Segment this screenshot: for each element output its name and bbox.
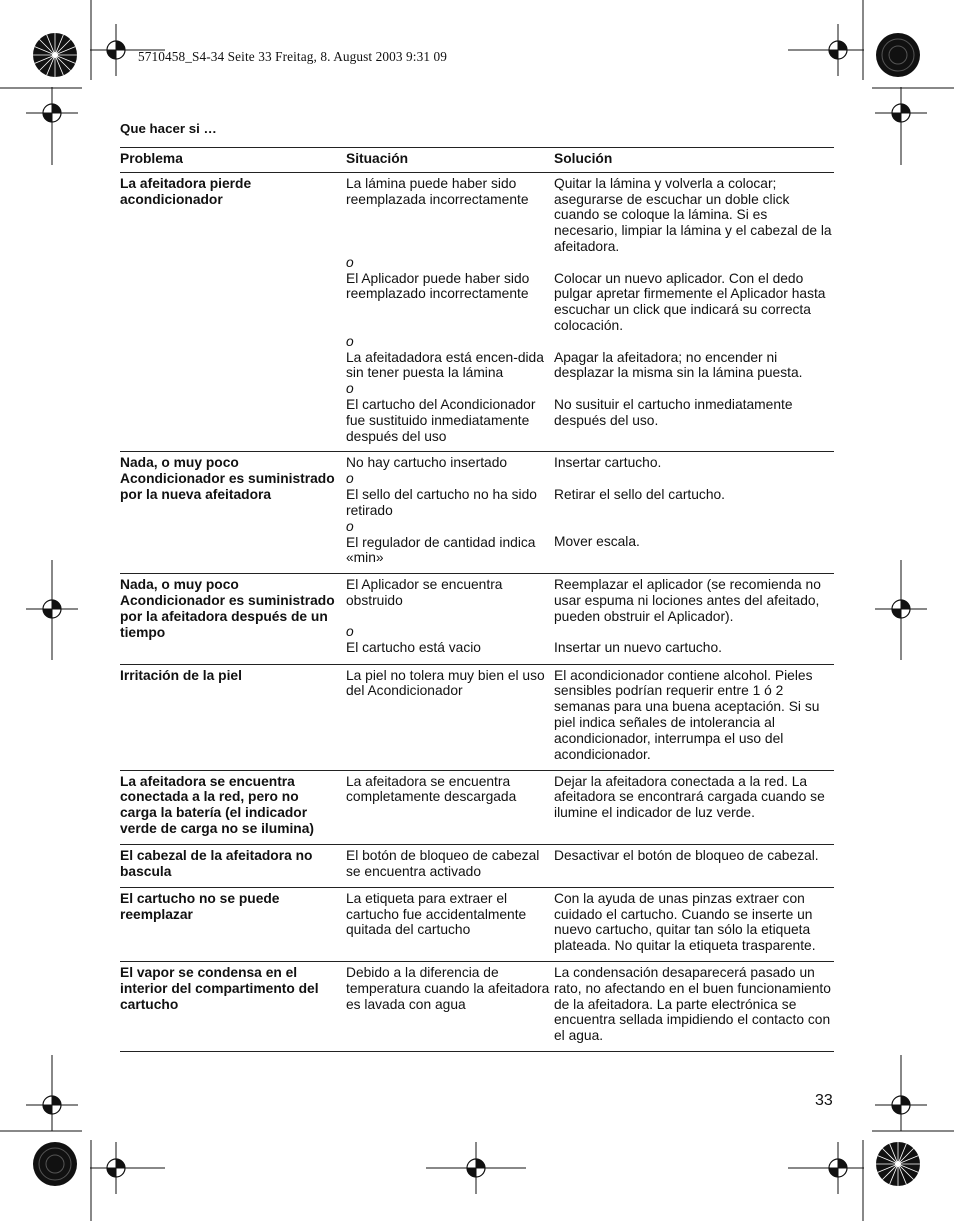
situation-cell	[346, 664, 554, 770]
table-body	[120, 172, 834, 1051]
situation-cell	[346, 961, 554, 1051]
header-situation: Situación	[346, 148, 554, 173]
solution-cell	[554, 664, 834, 770]
table-row	[120, 961, 834, 1051]
solution-text: Retirar el sello del cartucho.	[554, 487, 726, 503]
situation-text: El Aplicador se encuentra obstruido	[346, 577, 503, 608]
problem-cell: La afeitadora pierde acondicionador	[120, 172, 346, 452]
table-row	[120, 452, 834, 574]
header-problem: Problema	[120, 148, 346, 173]
solution-text: Mover escala.	[554, 534, 640, 550]
print-header-line: 5710458_S4-34 Seite 33 Freitag, 8. August 2003 9:31 09	[138, 49, 448, 64]
spacer	[554, 255, 834, 271]
solution-entry	[554, 577, 834, 624]
problem-cell: Irritación de la piel	[120, 664, 346, 770]
situation-text: La piel no tolera muy bien el uso del Acondicionador	[346, 667, 545, 699]
solution-entry	[554, 381, 834, 444]
solution-text: Dejar la afeitadora conectada a la red. La afeitadora se encontrará cargada cuando se ilumine el indicador de luz verde.	[554, 773, 825, 821]
solution-entry	[554, 455, 834, 471]
table-row	[120, 574, 834, 664]
solution-text: No susituir el cartucho inmediatamente después del uso.	[554, 396, 793, 428]
situation-entry	[346, 176, 554, 255]
situation-entry	[346, 455, 554, 471]
situation-entry	[346, 471, 554, 518]
table-row	[120, 887, 834, 961]
solution-text: Insertar cartucho.	[554, 455, 662, 471]
or-separator: o	[346, 471, 354, 487]
problem-cell: Nada, o muy poco Acondicionador es suministrado por la nueva afeitadora	[120, 452, 346, 574]
situation-entry	[346, 668, 554, 763]
section-title: Que hacer si …	[120, 121, 217, 136]
situation-entry	[346, 891, 554, 954]
solution-entry	[554, 518, 834, 565]
solution-entry	[554, 334, 834, 381]
situation-cell	[346, 887, 554, 961]
table-row	[120, 664, 834, 770]
problem-cell: Nada, o muy poco Acondicionador es suministrado por la afeitadora después de un tiempo	[120, 574, 346, 664]
troubleshooting-table	[120, 147, 834, 1052]
solution-text: La condensación desaparecerá pasado un rato, no afectando en el buen funcionamiento de la afeitadora. La parte electrónica se encuentra sellada impidiendo el contacto con el agua.	[554, 964, 831, 1044]
problem-cell: El cartucho no se puede reemplazar	[120, 887, 346, 961]
solution-cell	[554, 574, 834, 664]
page-number: 33	[815, 1092, 833, 1109]
situation-cell	[346, 844, 554, 887]
situation-text: El cartucho está vacio	[346, 639, 481, 655]
solution-text: Reemplazar el aplicador (se recomienda no usar espuma ni lociones antes del afeitado, pueden obstruir el Aplicador).	[554, 577, 821, 624]
starburst-mark-bottom-right	[876, 1142, 920, 1186]
solution-entry	[554, 891, 834, 954]
table-header-row	[120, 148, 834, 173]
starburst-mark-bottom-left	[33, 1142, 77, 1186]
starburst-mark-top-right	[876, 33, 920, 77]
situation-entry	[346, 334, 554, 381]
spacer	[554, 625, 834, 641]
solution-entry	[554, 774, 834, 821]
spacer	[554, 471, 834, 487]
spacer	[554, 518, 834, 534]
situation-cell	[346, 574, 554, 664]
solution-entry	[554, 471, 834, 518]
situation-text: La etiqueta para extraer el cartucho fue accidentalmente quitada del cartucho	[346, 890, 527, 938]
solution-text: Quitar la lámina y volverla a colocar; asegurarse de escuchar un doble click cuando se coloque la lámina. Si es necesario, limpiar la lámina y el cabezal de la afeitadora.	[554, 175, 832, 254]
solution-entry	[554, 668, 834, 763]
solution-cell	[554, 887, 834, 961]
problem-cell: El vapor se condensa en el interior del compartimento del cartucho	[120, 961, 346, 1051]
or-separator: o	[346, 381, 354, 397]
situation-text: La afeitadadora está encen-dida sin tener puesta la lámina	[346, 349, 544, 381]
situation-text: El regulador de cantidad indica «min»	[346, 534, 536, 566]
header-solution: Solución	[554, 148, 834, 173]
situation-text: El botón de bloqueo de cabezal se encuentra activado	[346, 847, 540, 879]
situation-cell	[346, 172, 554, 452]
table-row	[120, 172, 834, 452]
or-separator: o	[346, 333, 354, 349]
situation-entry	[346, 381, 554, 444]
solution-cell	[554, 172, 834, 452]
problem-cell: La afeitadora se encuentra conectada a la red, pero no carga la batería (el indicador verde de carga no se ilumina)	[120, 770, 346, 844]
solution-text: Con la ayuda de unas pinzas extraer con cuidado el cartucho. Cuando se inserte un nuevo cartucho, quitar tan sólo la etiqueta plateada. No quitar la etiqueta trasparente.	[554, 890, 816, 954]
solution-text: Apagar la afeitadora; no encender ni desplazar la misma sin la lámina puesta.	[554, 349, 803, 381]
situation-text: Debido a la diferencia de temperatura cuando la afeitadora es lavada con agua	[346, 964, 550, 1012]
starburst-mark-top-left	[33, 33, 77, 77]
solution-entry	[554, 625, 834, 657]
solution-cell	[554, 844, 834, 887]
solution-text: El acondicionador contiene alcohol. Pieles sensibles podrían requerir entre 1 ó 2 semanas para una buena aceptación. Si su piel indica señales de intolerancia al acondicionador, interrumpa el uso del acondicionador.	[554, 667, 820, 762]
solution-cell	[554, 452, 834, 574]
situation-text: El cartucho del Acondicionador fue sustituido inmediatamente después del uso	[346, 396, 536, 444]
situation-entry	[346, 577, 554, 624]
or-separator: o	[346, 254, 354, 270]
solution-cell	[554, 770, 834, 844]
table-row	[120, 844, 834, 887]
or-separator: o	[346, 624, 354, 640]
situation-text: El sello del cartucho no ha sido retirado	[346, 487, 537, 518]
solution-text: Desactivar el botón de bloqueo de cabezal.	[554, 847, 819, 863]
solution-cell	[554, 961, 834, 1051]
solution-text: Insertar un nuevo cartucho.	[554, 640, 722, 656]
situation-cell	[346, 770, 554, 844]
situation-cell	[346, 452, 554, 574]
solution-entry	[554, 848, 834, 880]
situation-text: La lámina puede haber sido reemplazada incorrectamente	[346, 175, 529, 207]
situation-entry	[346, 519, 554, 566]
table-row	[120, 770, 834, 844]
situation-text: El Aplicador puede haber sido reemplazado incorrectamente	[346, 270, 530, 302]
solution-entry	[554, 176, 834, 255]
situation-text: No hay cartucho insertado	[346, 455, 508, 471]
situation-entry	[346, 965, 554, 1044]
situation-entry	[346, 774, 554, 821]
solution-entry	[554, 965, 834, 1044]
spacer	[554, 381, 834, 397]
situation-entry	[346, 255, 554, 334]
solution-entry	[554, 255, 834, 334]
situation-entry	[346, 848, 554, 880]
spacer	[554, 334, 834, 350]
solution-text: Colocar un nuevo aplicador. Con el dedo pulgar apretar firmemente el Aplicador hasta escuchar un click que indicará su correcta colocación.	[554, 270, 826, 333]
situation-text: La afeitadora se encuentra completamente descargada	[346, 773, 517, 805]
or-separator: o	[346, 518, 354, 534]
situation-entry	[346, 624, 554, 656]
problem-cell: El cabezal de la afeitadora no bascula	[120, 844, 346, 887]
